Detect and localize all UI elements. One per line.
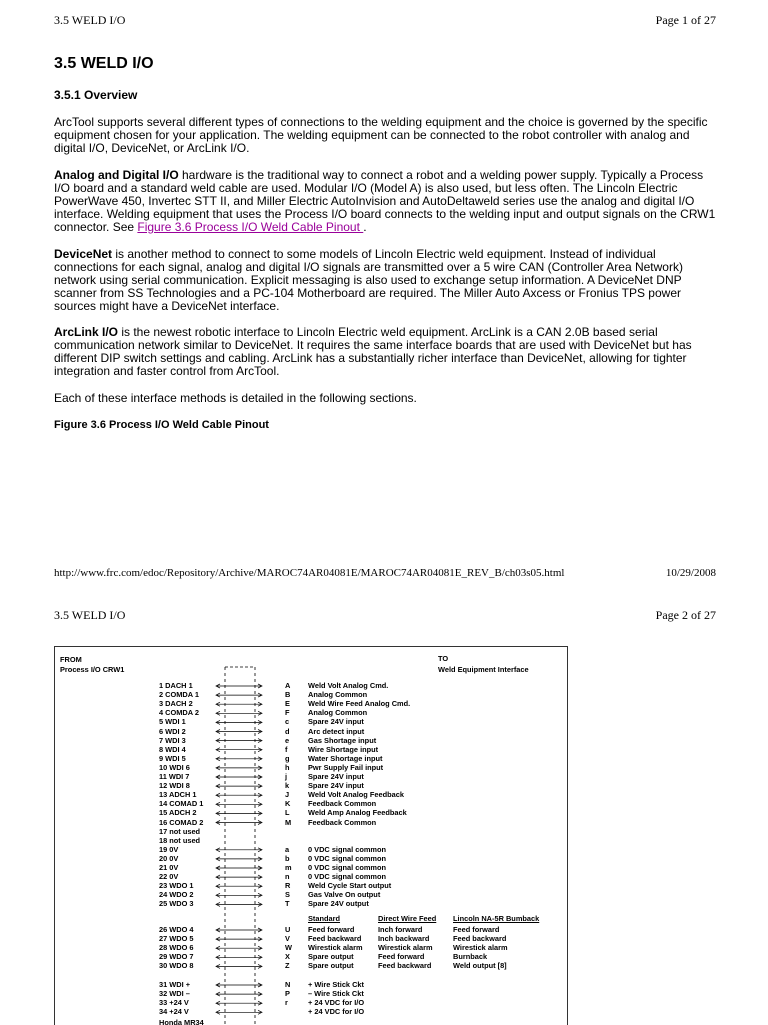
analog-digital-end: . <box>363 220 367 234</box>
pin-label: 5 WDI 1 <box>159 717 186 727</box>
analog-digital-text: hardware is the traditional way to connect a robot and a welding power supply. Typically a Process I/O board and a standard weld cable are used. Modular I/O (Model A) is also used, but less often. The Lincoln Electric PowerWave 450, Invertec STT II, and Miller Electric AutoInvision and AutoDeltaweld series use the analog and digital I/O interface. Welding equipment that uses the Process I/O board connects to the welding input and output signals on the CRW1 connector. See <box>54 168 716 234</box>
pole-letter: S <box>285 890 290 900</box>
lincoln-signal: Feed forward <box>453 925 500 934</box>
pole-letter: U <box>285 925 291 934</box>
signal-label: + 24 VDC for I/O <box>308 1007 365 1017</box>
signal-label: Analog Common <box>308 708 368 718</box>
pole-letter: T <box>285 899 290 909</box>
figure-caption: Figure 3.6 Process I/O Weld Cable Pinout <box>54 419 269 431</box>
signal-label: Gas Shortage input <box>308 735 377 745</box>
pin-label: 24 WDO 2 <box>159 890 194 900</box>
pin-label: 33 +24 V <box>159 998 189 1008</box>
signal-label: 0 VDC signal common <box>308 844 387 854</box>
pole-letter: m <box>285 863 292 872</box>
pin-label: 25 WDO 3 <box>159 899 194 909</box>
signal-label: Weld Volt Analog Cmd. <box>308 681 389 690</box>
pin-label: 15 ADCH 2 <box>159 808 197 818</box>
standard-signal: Feed forward <box>308 925 355 934</box>
lincoln-signal: Wirestick alarm <box>453 943 508 953</box>
pin-label: 19 0V <box>159 844 179 854</box>
signal-label: Pwr Supply Fail input <box>308 762 384 772</box>
signal-label: Water Shortage input <box>308 753 383 763</box>
signal-label: Spare 24V input <box>308 717 364 727</box>
pole-letter: A <box>285 681 291 690</box>
arclink-paragraph <box>54 326 720 378</box>
signal-label: Wire Shortage input <box>308 744 379 754</box>
section-subtitle: 3.5.1 Overview <box>54 88 138 102</box>
arclink-text: is the newest robotic interface to Lincoln Electric weld equipment. ArcLink is a CAN 2.0B based serial communication network similar to DeviceNet. It requires the same interface boards that are used with DeviceNet but has different DIP switch settings and cabling. ArcLink has a substantially richer interface than DeviceNet, allowing for tighter integration and faster control from ArcTool. <box>54 325 692 378</box>
page2-header-left: 3.5 WELD I/O <box>54 608 126 622</box>
signal-label: 0 VDC signal common <box>308 872 387 882</box>
signal-label: 0 VDC signal common <box>308 853 387 863</box>
page-header-right: Page 1 of 27 <box>655 13 716 27</box>
pin-label: 27 WDO 5 <box>159 934 194 944</box>
page-footer-url: http://www.frc.com/edoc/Repository/Archive/MAROC74AR04081E/MAROC74AR04081E_REV_B/ch03s05.html <box>54 567 565 579</box>
pin-label: 2 COMDA 1 <box>159 690 199 700</box>
pole-letter: V <box>285 934 290 944</box>
signal-label: Weld Volt Analog Feedback <box>308 790 404 800</box>
to-label: TO <box>438 654 449 663</box>
overview-paragraph: ArcTool supports several different types of connections to the welding equipment and the choice is governed by the specific equipment chosen for your application. The welding equipment can be connected to the robot controller with analog and digital I/O, DeviceNet, or ArcLink I/O. <box>54 115 708 155</box>
pole-letter: W <box>285 943 292 953</box>
pin-label: 11 WDI 7 <box>159 772 190 781</box>
devicenet-term: DeviceNet <box>54 247 113 261</box>
devicenet-text: is another method to connect to some models of Lincoln Electric weld equipment. Instead of individual connections for each signal, analog and digital I/O signals are transmitted over a 5 wire CAN (Controller Area Network) network using serial communication. Explicit messaging is also used to exchange setup information. A DeviceNet DNP scanner from SS Technologies and a PC-104 Motherboard are required. The Miller Auto Axcess or Fronius TPS power sources might have a DeviceNet interface. <box>54 247 683 313</box>
figure-3-6-link[interactable]: Figure 3.6 Process I/O Weld Cable Pinout <box>137 220 364 234</box>
pin-label: 13 ADCH 1 <box>159 790 197 800</box>
pin-label: 10 WDI 6 <box>159 762 190 772</box>
pin-label: 26 WDO 4 <box>159 925 194 934</box>
signal-label: + 24 VDC for I/O <box>308 998 365 1008</box>
pin-label: 16 COMAD 2 <box>159 817 204 827</box>
direct-feed-signal: Inch forward <box>378 925 423 934</box>
signal-label: Spare 24V input <box>308 781 364 791</box>
pin-label: 29 WDO 7 <box>159 952 194 962</box>
pin-label: 23 WDO 1 <box>159 881 194 891</box>
signal-label: Feedback Common <box>308 817 377 827</box>
page2-header-right: Page 2 of 27 <box>655 608 716 622</box>
honda-label: Honda MR34 <box>159 1018 204 1025</box>
pole-letter: d <box>285 726 290 736</box>
direct-feed-signal: Feed backward <box>378 961 432 971</box>
pin-label: 17 not used <box>159 826 201 836</box>
pin-label: 31 WDI + <box>159 980 191 989</box>
pinout-diagram <box>54 646 568 1025</box>
signal-label: Feedback Common <box>308 799 377 809</box>
page-title: 3.5 WELD I/O <box>54 55 154 72</box>
devicenet-paragraph <box>54 248 720 313</box>
pole-letter: r <box>285 998 288 1008</box>
pole-letter: X <box>285 952 290 962</box>
pin-label: 14 COMAD 1 <box>159 799 204 809</box>
lincoln-signal: Burnback <box>453 952 488 962</box>
pin-label: 8 WDI 4 <box>159 744 186 754</box>
pole-letter: M <box>285 817 292 827</box>
standard-signal: Feed backward <box>308 934 362 944</box>
pole-letter: E <box>285 699 290 709</box>
pin-label: 9 WDI 5 <box>159 753 186 763</box>
lincoln-signal: Weld output [8] <box>453 961 507 971</box>
arclink-term: ArcLink I/O <box>54 325 119 339</box>
pin-label: 28 WDO 6 <box>159 943 194 953</box>
pole-letter: c <box>285 717 290 727</box>
signal-label: Analog Common <box>308 690 368 700</box>
pole-letter: f <box>285 744 288 754</box>
pin-label: 18 not used <box>159 835 201 845</box>
pin-label: 30 WDO 8 <box>159 961 194 971</box>
from-sub-label: Process I/O CRW1 <box>60 665 125 674</box>
pole-letter: N <box>285 980 291 989</box>
pole-letter: e <box>285 735 290 745</box>
col-direct-header: Direct Wire Feed <box>378 914 437 923</box>
signal-label: Gas Valve On output <box>308 890 381 900</box>
pole-letter: R <box>285 881 291 891</box>
pin-label: 1 DACH 1 <box>159 681 193 690</box>
standard-signal: Wirestick alarm <box>308 943 363 953</box>
signal-label: Weld Amp Analog Feedback <box>308 808 407 818</box>
signal-label: Spare 24V output <box>308 899 369 909</box>
to-sub-label: Weld Equipment Interface <box>438 665 529 674</box>
direct-feed-signal: Feed forward <box>378 952 425 962</box>
pole-letter: h <box>285 762 290 772</box>
pole-letter: J <box>285 790 290 800</box>
standard-signal: Spare output <box>308 961 354 971</box>
from-label: FROM <box>60 655 82 664</box>
analog-digital-term: Analog and Digital I/O <box>54 168 179 182</box>
pole-letter: a <box>285 844 290 854</box>
pole-letter: F <box>285 708 290 718</box>
signal-label: – Wire Stick Ckt <box>308 989 364 999</box>
signal-label: + Wire Stick Ckt <box>308 980 364 989</box>
signal-label: Arc detect input <box>308 726 365 736</box>
pin-label: 32 WDI – <box>159 989 190 999</box>
pole-letter: g <box>285 753 290 763</box>
pin-label: 20 0V <box>159 853 179 863</box>
signal-label: Weld Wire Feed Analog Cmd. <box>308 699 411 709</box>
page-header-left: 3.5 WELD I/O <box>54 13 126 27</box>
pin-label: 7 WDI 3 <box>159 735 186 745</box>
direct-feed-signal: Inch backward <box>378 934 430 944</box>
pin-label: 22 0V <box>159 872 179 882</box>
pole-letter: K <box>285 799 291 809</box>
analog-digital-paragraph <box>54 169 720 234</box>
pole-letter: n <box>285 872 290 882</box>
pole-letter: k <box>285 781 290 791</box>
pin-label: 12 WDI 8 <box>159 781 190 791</box>
pole-letter: P <box>285 989 290 999</box>
pole-letter: b <box>285 853 290 863</box>
col-standard-header: Standard <box>308 914 341 923</box>
pin-label: 6 WDI 2 <box>159 726 186 736</box>
pole-letter: Z <box>285 961 290 971</box>
pin-label: 3 DACH 2 <box>159 699 193 709</box>
signal-label: 0 VDC signal common <box>308 863 387 872</box>
signal-label: Spare 24V input <box>308 772 364 781</box>
pole-letter: L <box>285 808 290 818</box>
page-footer-date: 10/29/2008 <box>665 567 716 579</box>
signal-label: Weld Cycle Start output <box>308 881 392 891</box>
sections-paragraph: Each of these interface methods is detailed in the following sections. <box>54 391 417 405</box>
pole-letter: B <box>285 690 291 700</box>
rows-a-arrow-5 <box>216 730 262 734</box>
standard-signal: Spare output <box>308 952 354 962</box>
lincoln-signal: Feed backward <box>453 934 507 944</box>
pin-label: 34 +24 V <box>159 1007 189 1017</box>
pin-label: 4 COMDA 2 <box>159 708 199 718</box>
pin-label: 21 0V <box>159 863 179 872</box>
col-lincoln-header: Lincoln NA-5R Bumback <box>453 914 540 923</box>
pole-letter: j <box>285 772 288 781</box>
direct-feed-signal: Wirestick alarm <box>378 943 433 953</box>
